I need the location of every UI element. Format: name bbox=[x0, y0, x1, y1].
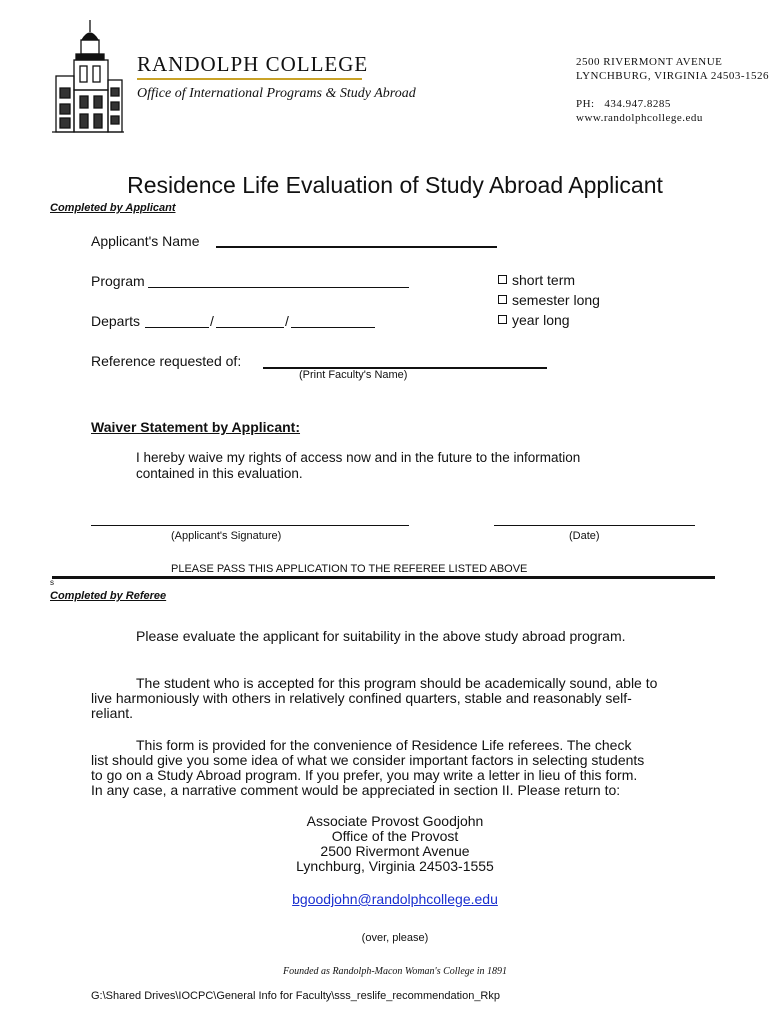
signature-field[interactable] bbox=[91, 525, 409, 526]
departs-label: Departs bbox=[91, 313, 141, 329]
page-title: Residence Life Evaluation of Study Abroad Applicant bbox=[127, 172, 663, 198]
applicant-name-label: Applicant's Name bbox=[91, 233, 200, 249]
departs-year-field[interactable] bbox=[291, 327, 375, 328]
referee-para1: Please evaluate the applicant for suitability in the above study abroad program. bbox=[136, 628, 626, 644]
semester-long-label: semester long bbox=[512, 292, 600, 308]
departs-separator-1: / bbox=[210, 313, 214, 329]
date-caption: (Date) bbox=[569, 530, 600, 542]
pass-notice: PLEASE PASS THIS APPLICATION TO THE REFEREE LISTED ABOVE bbox=[171, 563, 528, 575]
office-name: Office of International Programs & Study Abroad bbox=[137, 86, 416, 101]
college-name: RANDOLPH COLLEGE bbox=[137, 52, 369, 76]
semester-long-checkbox[interactable] bbox=[498, 295, 507, 304]
referee-para3-line4: In any case, a narrative comment would be appreciated in section II. Please return to: bbox=[91, 782, 621, 798]
website: www.randolphcollege.edu bbox=[576, 112, 703, 124]
date-field[interactable] bbox=[494, 525, 695, 526]
return-street: 2500 Rivermont Avenue bbox=[320, 843, 470, 859]
short-term-checkbox[interactable] bbox=[498, 275, 507, 284]
referee-para3-line3: to go on a Study Abroad program. If you prefer, you may write a letter in lieu of this form. bbox=[91, 767, 638, 783]
phone-label: PH: bbox=[576, 98, 595, 110]
waiver-heading: Waiver Statement by Applicant: bbox=[91, 419, 301, 435]
referee-para2-line2: live harmoniously with others in relatively confined quarters, stable and reasonably self- bbox=[91, 690, 632, 706]
departs-month-field[interactable] bbox=[145, 327, 209, 328]
option-short-term[interactable] bbox=[498, 272, 575, 288]
phone-number: 434.947.8285 bbox=[604, 98, 671, 110]
section-label-applicant: Completed by Applicant bbox=[50, 202, 176, 214]
address-line2: LYNCHBURG, VIRGINIA 24503-1526 bbox=[576, 70, 770, 82]
return-office: Office of the Provost bbox=[331, 828, 459, 844]
signature-caption: (Applicant's Signature) bbox=[171, 530, 282, 542]
year-long-checkbox[interactable] bbox=[498, 315, 507, 324]
return-name: Associate Provost Goodjohn bbox=[306, 813, 484, 829]
short-term-label: short term bbox=[512, 272, 576, 288]
stray-mark: s bbox=[50, 578, 54, 587]
phone-line bbox=[576, 98, 671, 110]
college-name-rule bbox=[137, 78, 362, 80]
referee-para3-line2: list should give you some idea of what we consider important factors in selecting students bbox=[91, 752, 645, 768]
departs-separator-2: / bbox=[285, 313, 289, 329]
year-long-label: year long bbox=[512, 312, 570, 328]
departs-day-field[interactable] bbox=[216, 327, 284, 328]
referee-para2-line3: reliant. bbox=[91, 705, 134, 721]
reference-label: Reference requested of: bbox=[91, 353, 242, 369]
section-label-referee: Completed by Referee bbox=[50, 590, 167, 602]
program-label: Program bbox=[91, 273, 145, 289]
referee-para2-line1: The student who is accepted for this program should be academically sound, able to bbox=[136, 675, 658, 691]
section-divider bbox=[52, 576, 715, 579]
return-email-link[interactable]: bgoodjohn@randolphcollege.edu bbox=[292, 891, 498, 907]
waiver-text-line1: I hereby waive my rights of access now and in the future to the information bbox=[136, 450, 581, 465]
applicant-name-field[interactable] bbox=[216, 246, 497, 248]
over-please: (over, please) bbox=[361, 932, 429, 944]
waiver-text-line2: contained in this evaluation. bbox=[136, 466, 303, 481]
program-field[interactable] bbox=[148, 287, 409, 288]
founded-line: Founded as Randolph-Macon Woman's College in 1891 bbox=[283, 966, 507, 977]
print-faculty-caption: (Print Faculty's Name) bbox=[299, 369, 408, 381]
college-tower-logo bbox=[52, 18, 124, 136]
return-city: Lynchburg, Virginia 24503-1555 bbox=[296, 858, 494, 874]
option-year-long[interactable] bbox=[498, 312, 570, 328]
file-path: G:\Shared Drives\IOCPC\General Info for Faculty\sss_reslife_recommendation_Rkp bbox=[91, 990, 500, 1002]
option-semester-long[interactable] bbox=[498, 292, 600, 308]
return-address bbox=[190, 814, 600, 874]
address-line1: 2500 RIVERMONT AVENUE bbox=[576, 56, 723, 68]
referee-para3-line1: This form is provided for the convenience of Residence Life referees. The check bbox=[136, 737, 632, 753]
